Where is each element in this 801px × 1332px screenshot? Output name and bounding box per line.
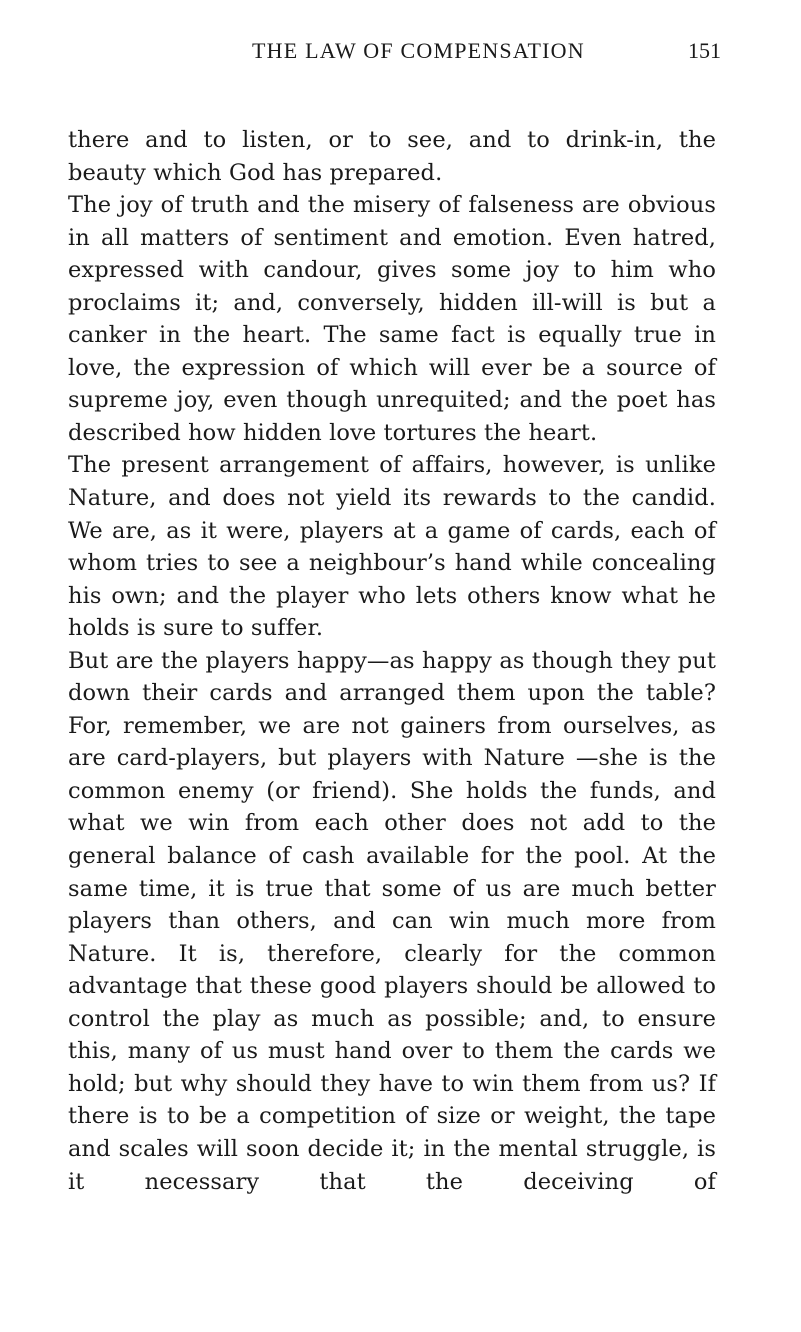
- paragraph: The present arrangement of affairs, however, is unlike Nature, and does not yield its rewards to the candid. We are, as it were, players at a game of cards, each of whom tries to see a neighbour’s hand while concealing his own; and the player who lets others know what he holds is sure to suffer.: [68, 452, 716, 642]
- running-title: THE LAW OF COMPENSATION: [252, 38, 585, 63]
- running-head: [0, 36, 801, 76]
- paragraph: But are the players happy—as happy as though they put down their cards and arranged them upon the table? For, remember, we are not gainers from ourselves, as are card-players, but players with Nature —she is the common enemy (or friend). She holds the funds, and what we win from each other does not add to the general balance of cash available for the pool. At the same time, it is true that some of us are much better players than others, and can win much more from Nature. It is, therefore, clearly for the common advantage that these good players should be allowed to control the play as much as possible; and, to ensure this, many of us must hand over to them the cards we hold; but why should they have to win them from us? If there is to be a competition of size or weight, the tape and scales will soon decide it; in the mental struggle, is it necessary that the deceiving of: [68, 647, 716, 1195]
- body-text: [68, 124, 716, 1198]
- paragraph: The joy of truth and the misery of falseness are obvious in all matters of sentiment and emotion. Even hatred, expressed with candour, gives some joy to him who proclaims it; and, conversely, hidden ill-will is but a canker in the heart. The same fact is equally true in love, the expression of which will ever be a source of supreme joy, even though unrequited; and the poet has described how hidden love tortures the heart.: [68, 192, 716, 446]
- paragraph: there and to listen, or to see, and to drink-in, the beauty which God has prepared.: [68, 127, 716, 186]
- page-number: 151: [688, 38, 721, 63]
